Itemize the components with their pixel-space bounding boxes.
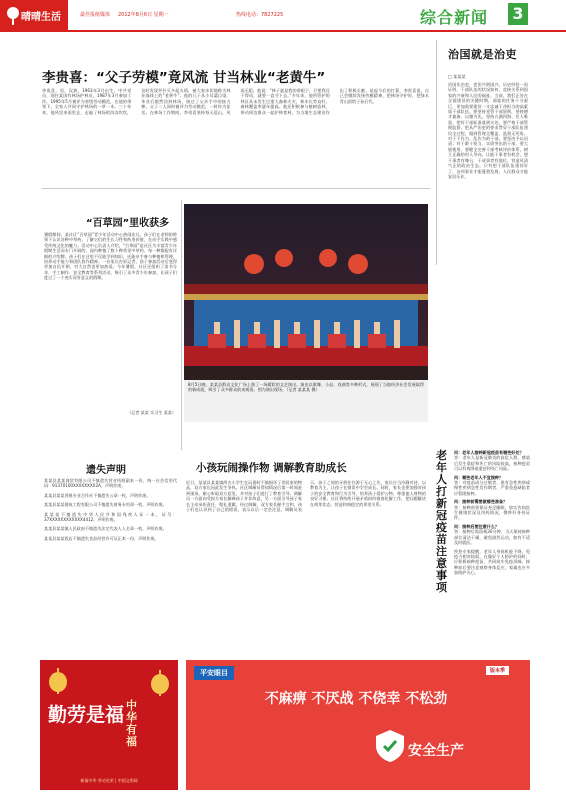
masthead-edition-info: 2012年8月6日 星期一: [118, 12, 169, 18]
qa-answer: 答：接种后需留观30分钟，当天保持接种部位清洁干燥，避免剧烈运动，如有不适及时就医。: [454, 529, 530, 546]
divider: [181, 200, 182, 450]
lantern-icon: [48, 668, 68, 694]
qa-question: 问：哪些老年人不宜接种？: [454, 474, 504, 480]
kids-article-body: 近日，某某县某某镇两名小学生在玩耍时不慎损坏了邻居家的物品，双方家长因此发生争执。社区调解员得知情况后第一时间赶到现场，耐心听取双方意见，并对孩子们进行了教育引导。调解员一方面向受损方家长解释孩子并非故意，另一方面引导孩子家长主动承担责任、赔礼道歉。经过调解，双方家长握手言和，孩子们也认识到了自己的错误，表示以后一定会注意。调解员表示，孩子之间的矛盾往往源于无心之失，家长应当冷静对待，以教育为主，让孩子在错误中学会成长。同时，家长也要加强对孩子的安全教育和行为引导，培养孩子爱护公物、尊重他人财物的良好习惯。社区将持续开展矛盾纠纷排查化解工作，把问题解决在萌芽状态，营造和谐稳定的邻里关系。: [186, 480, 426, 513]
page-number: 3: [508, 3, 528, 25]
qa-answer: 答：对疫苗成分过敏者、患有急性疾病或慢性疾病急性发作期者、严重免疫缺陷者应暂缓接种。: [454, 480, 530, 496]
section-title: 综合新闻: [420, 8, 489, 27]
divider: [42, 188, 430, 189]
announcement-item: 某某县某某商贸有限公司不慎遗失营业执照副本一份，统一社会信用代码：91370100XXXXXXXX2A，声明作废。: [44, 478, 177, 489]
safety-label: 版本季: [486, 666, 509, 675]
announcement-list: [44, 478, 177, 653]
opinion-byline: □ 某某某: [448, 74, 466, 79]
qa-question: 问：接种前需要做哪些准备？: [454, 499, 508, 505]
vaccine-qa-list: [454, 450, 530, 650]
masthead-logo: 晴晴生活: [21, 12, 61, 23]
garden-article-headline: “百草园”里收获多: [86, 218, 170, 229]
masthead-rule: [0, 30, 566, 32]
garden-article-credit: （记者 某某 实习生 某某）: [127, 410, 176, 415]
safety-shield-icon: [376, 730, 404, 762]
qa-answer: 答：老年人是新冠肺炎的高危人群，感染后发生重症和死亡的风险较高，接种疫苗可以有效降低重症和死亡风险。: [454, 455, 530, 472]
opinion-headline: 治国就是治吏: [448, 48, 517, 61]
qa-question: 问：接种后要注意什么？: [454, 523, 500, 529]
vaccine-article-headline: 老年人打新冠疫苗注意事项: [436, 449, 447, 594]
announcement-item: 某某县某某镇人民政府不慎遗失法定代表人人名章一枚，声明作废。: [44, 526, 167, 532]
main-article-headline: 李贵喜：“父子劳模”竟风流 甘当林业“老黄牛”: [42, 70, 326, 86]
masthead-logo-block: [0, 0, 68, 32]
masthead-hotline: 热线电话：7827225: [236, 12, 284, 18]
announcement-item: 某某县某某养殖专业合作社不慎遗失公章一枚，声明作废。: [44, 492, 151, 498]
safety-footer: 安全生产: [408, 743, 464, 759]
safety-slogan: 不麻痹 不厌战 不侥幸 不松劲: [264, 691, 448, 707]
labour-banner: [40, 660, 178, 790]
qa-question: 问：老年人接种新冠疫苗有哪些好处？: [454, 450, 524, 455]
photo-caption: 8月5日晚，某某县群众文化广场上演了一场精彩的文艺演出。演出以歌舞、小品、戏曲等多种形式，展现了当地经济社会发展取得的新成就，吸引了众多群众前来观看。图为演出现场。（记者 某某某 摄）: [188, 382, 424, 393]
labour-banner-sub: 中华有福: [126, 699, 137, 748]
opinion-body: 治国先治吏，吏治兴则国兴。历史经验一再证明，干部队伍的状况如何，直接关系到国家的兴衰和人民的福祉。当前，我们正处在全面建设的关键时期，面临的任务十分艰巨，更加需要建设一支忠诚干净担当的高素质干部队伍。要坚持党管干部原则，坚持德才兼备、以德为先，坚持五湖四海、任人唯贤，把好干部标准落到实处。要严格干部管理监督，把从严治吏的要求贯穿干部队伍建设全过程，做到管理全覆盖、监督无死角。对于不作为、乱作为的干部，要坚决予以问责；对于敢于担当、实绩突出的干部，要大胆使用。要健全完善干部考核评价体系，树立正确的用人导向，让能干事者有机会，想干事者有舞台，干成事者有地位，营造风清气正的政治生态。只有把干部队伍建设好了，各项事业才能蓬勃发展，人民群众才能安居乐业。: [448, 82, 528, 179]
lantern-icon: [150, 670, 170, 696]
announcement-title: 遗失声明: [86, 465, 126, 476]
safety-badge: 平安眼目: [194, 666, 234, 680]
labour-banner-main: 勤劳是福: [48, 704, 125, 726]
main-article-body: 李贵喜，男，汉族，1963年3月出生，中共党员，现任某国有林场护林员，1987年3月参加工作。1995年5月被评为省级劳动模范，在他的带领下，全家人共同守护林场的一草一木。三十年来，他风里来雨里去，走遍了林场的沟沟坎坎，及时发现并扑灭多起火情，被大家亲切地称为林业战线上的“老黄牛”。他的儿子从小耳濡目染，毕业后毅然回到林场，接过了父亲手中的接力棒，父子二人同时被评为劳动模范，一时传为佳话。在林场工作期间，李贵喜坚持每天巡山，风雨无阻，他说：“林子就是我的命根子，只要我还干得动，就要一直守下去。”多年来，他所管护的林区从未发生过重大森林火灾，林木长势良好，森林覆盖率逐年提高。他还积极参与植树造林，带动周边群众一起护林育林，为当地生态建设作出了积极贡献。谈起今后的打算，李贵喜说，自己会继续发扬劳模精神，把林场守护好，把绿水青山留给子孙后代。: [42, 88, 429, 115]
announcement-item: 某某某不慎遗失中华人民共和国残疾人证一本，证号：37XXXXXXXXXXXX4412，声明作废。: [44, 511, 177, 523]
garden-article-body: 暑假期间，某社区“百草园”青少年活动中心热闹非凡。孩子们在老师的带领下认识各种中草药，了解它们的生长习性和药用价值，在动手实践中感受传统文化的魅力。活动中心负责人介绍，“百草园”是社区为丰富青少年假期生活而专门开辟的，园内种植了数十种常见中草药，每一种都配有详细的介绍牌。孩子们在这里不仅能学到知识，还能亲手参与种植和管理，培养动手能力和团队协作精神。一位家长告诉记者，孩子参加活动后变得更加自信开朗，对大自然也更加热爱。今年暑假，社区还组织了读书分享、手工制作、安全教育等系列活动，吸引了众多青少年参加，让孩子们度过了一个充实而有意义的假期。: [44, 232, 177, 281]
announcement-item: 某某县某某饭店不慎遗失食品经营许可证正本一份，声明作废。: [44, 535, 159, 541]
masthead: [0, 0, 566, 32]
divider: [436, 40, 437, 265]
stage-photo: [184, 204, 428, 422]
tree-logo-icon: [6, 6, 20, 26]
masthead-slogan: 最佳报纸媒体: [80, 12, 111, 18]
labour-banner-footer: 新福中华 劳动光荣 | 中国文明网: [80, 778, 138, 783]
vaccine-article-body: 疾控专家提醒，老年人身体机能下降，免疫力相对较弱，在做好个人防护的同时，应积极接种疫苗，共同筑牢免疫屏障。接种前后要注意观察身体反应，家属也应多加陪护关心。: [454, 548, 530, 576]
qa-answer: 答：接种前要保证充足睡眠，如实告知医生健康状况及用药情况，携带好身份证件。: [454, 504, 530, 521]
announcement-item: 某某县某某建筑工程有限公司不慎遗失财务专用章一枚，声明作废。: [44, 502, 167, 508]
kids-article-headline: 小孩玩闹操作物 调解教育助成长: [196, 462, 347, 474]
safety-banner: [186, 660, 530, 790]
